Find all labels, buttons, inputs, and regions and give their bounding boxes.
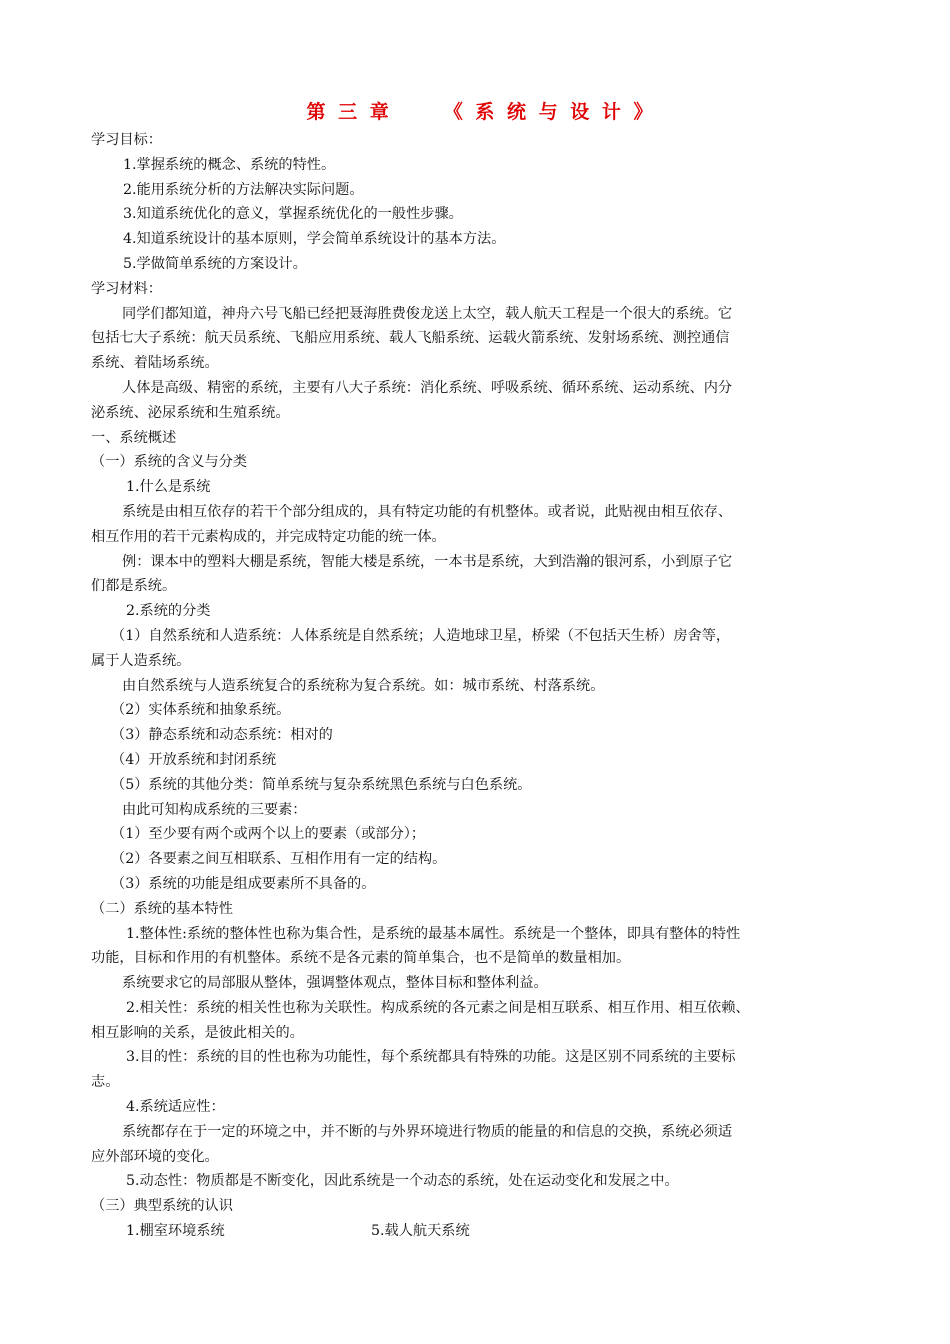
paragraph-line: 5.动态性：物质都是不断变化，因此系统是一个动态的系统，处在运动变化和发展之中。 — [126, 1173, 679, 1190]
paragraph-line: 泌系统、泌尿系统和生殖系统。 — [91, 404, 290, 421]
paragraph-line: 系统要求它的局部服从整体，强调整体观点，整体目标和整体利益。 — [122, 975, 548, 992]
list-item: （3）系统的功能是组成要素所不具备的。 — [111, 875, 376, 892]
paragraph-line: 相互作用的若干元素构成的，并完成特定功能的统一体。 — [91, 528, 446, 545]
list-item: （2）实体系统和抽象系统。 — [111, 702, 291, 719]
subsection-heading: （二）系统的基本特性 — [91, 900, 233, 917]
paragraph-line: 系统、着陆场系统。 — [91, 355, 219, 372]
paragraph-line: 3.目的性：系统的目的性也称为功能性，每个系统都具有特殊的功能。这是区别不同系统的主要标 — [126, 1049, 736, 1066]
goal-item: 5.学做简单系统的方案设计。 — [123, 255, 307, 272]
goal-item: 3.知道系统优化的意义，掌握系统优化的一般性步骤。 — [123, 206, 463, 223]
list-item: （5）系统的其他分类：简单系统与复杂系统黑色系统与白色系统。 — [111, 776, 532, 793]
list-item: （4）开放系统和封闭系统 — [111, 751, 277, 768]
list-item: （2）各要素之间互相联系、互相作用有一定的结构。 — [111, 851, 447, 868]
list-item: 5.载人航天系统 — [371, 1223, 470, 1240]
section-heading: 一、系统概述 — [91, 429, 177, 446]
paragraph-line: 应外部环境的变化。 — [91, 1148, 219, 1165]
paragraph-line: 包括七大子系统：航天员系统、飞船应用系统、载人飞船系统、运载火箭系统、发射场系统、测控通信 — [91, 330, 730, 347]
paragraph-line: 1.整体性:系统的整体性也称为集合性，是系统的最基本属性。系统是一个整体，即具有整体的特性 — [126, 925, 741, 942]
paragraph-line: 例：课本中的塑料大棚是系统，智能大楼是系统，一本书是系统，大到浩瀚的银河系，小到原子它 — [122, 553, 733, 570]
paragraph-line: 同学们都知道，神舟六号飞船已经把聂海胜费俊龙送上太空，载人航天工程是一个很大的系统。它 — [122, 305, 733, 322]
document-page — [91, 96, 871, 1244]
list-item: （1）至少要有两个或两个以上的要素（或部分）； — [111, 826, 426, 843]
chapter-number: 第 三 章 — [306, 101, 392, 123]
paragraph-line: 由自然系统与人造系统复合的系统称为复合系统。如：城市系统、村落系统。 — [122, 677, 605, 694]
goal-item: 2.能用系统分析的方法解决实际问题。 — [123, 181, 364, 198]
item-heading: 1.什么是系统 — [126, 479, 211, 496]
materials-heading: 学习材料： — [91, 280, 162, 297]
chapter-name: 《 系 统 与 设 计 》 — [443, 101, 656, 123]
paragraph-line: 2.相关性：系统的相关性也称为关联性。构成系统的各元素之间是相互联系、相互作用、相互依赖、 — [126, 999, 750, 1016]
subsection-heading: （一）系统的含义与分类 — [91, 454, 248, 471]
item-heading: 4.系统适应性： — [126, 1099, 225, 1116]
chapter-title — [91, 96, 871, 128]
paragraph-line: 系统都存在于一定的环境之中，并不断的与外界环境进行物质的能量的和信息的交换，系统必须适 — [122, 1123, 733, 1140]
paragraph-line: 相互影响的关系，是彼此相关的。 — [91, 1024, 304, 1041]
paragraph-line: 人体是高级、精密的系统，主要有八大子系统：消化系统、呼吸系统、循环系统、运动系统、内分 — [122, 379, 733, 396]
list-item: 1.棚室环境系统 — [126, 1223, 225, 1240]
paragraph-line: 属于人造系统。 — [91, 652, 191, 669]
paragraph-line: 系统是由相互依存的若干个部分组成的，具有特定功能的有机整体。或者说，此贴视由相互依存、 — [122, 503, 733, 520]
typical-systems-row — [91, 1219, 871, 1244]
subsection-heading: （三）典型系统的认识 — [91, 1198, 233, 1215]
paragraph-line: 们都是系统。 — [91, 578, 177, 595]
list-item: （3）静态系统和动态系统：相对的 — [111, 727, 333, 744]
paragraph-line: 功能，目标和作用的有机整体。系统不是各元素的简单集合，也不是简单的数量相加。 — [91, 950, 631, 967]
item-heading: 2.系统的分类 — [126, 603, 211, 620]
paragraph-line: 志。 — [91, 1074, 120, 1091]
paragraph-line: 由此可知构成系统的三要素： — [122, 801, 307, 818]
goal-item: 1.掌握系统的概念、系统的特性。 — [123, 156, 336, 173]
goals-heading: 学习目标： — [91, 132, 162, 148]
goal-item: 4.知道系统设计的基本原则，学会简单系统设计的基本方法。 — [123, 231, 506, 248]
list-item: （1）自然系统和人造系统：人体系统是自然系统；人造地球卫星，桥梁（不包括天生桥）房舍等， — [111, 627, 731, 644]
